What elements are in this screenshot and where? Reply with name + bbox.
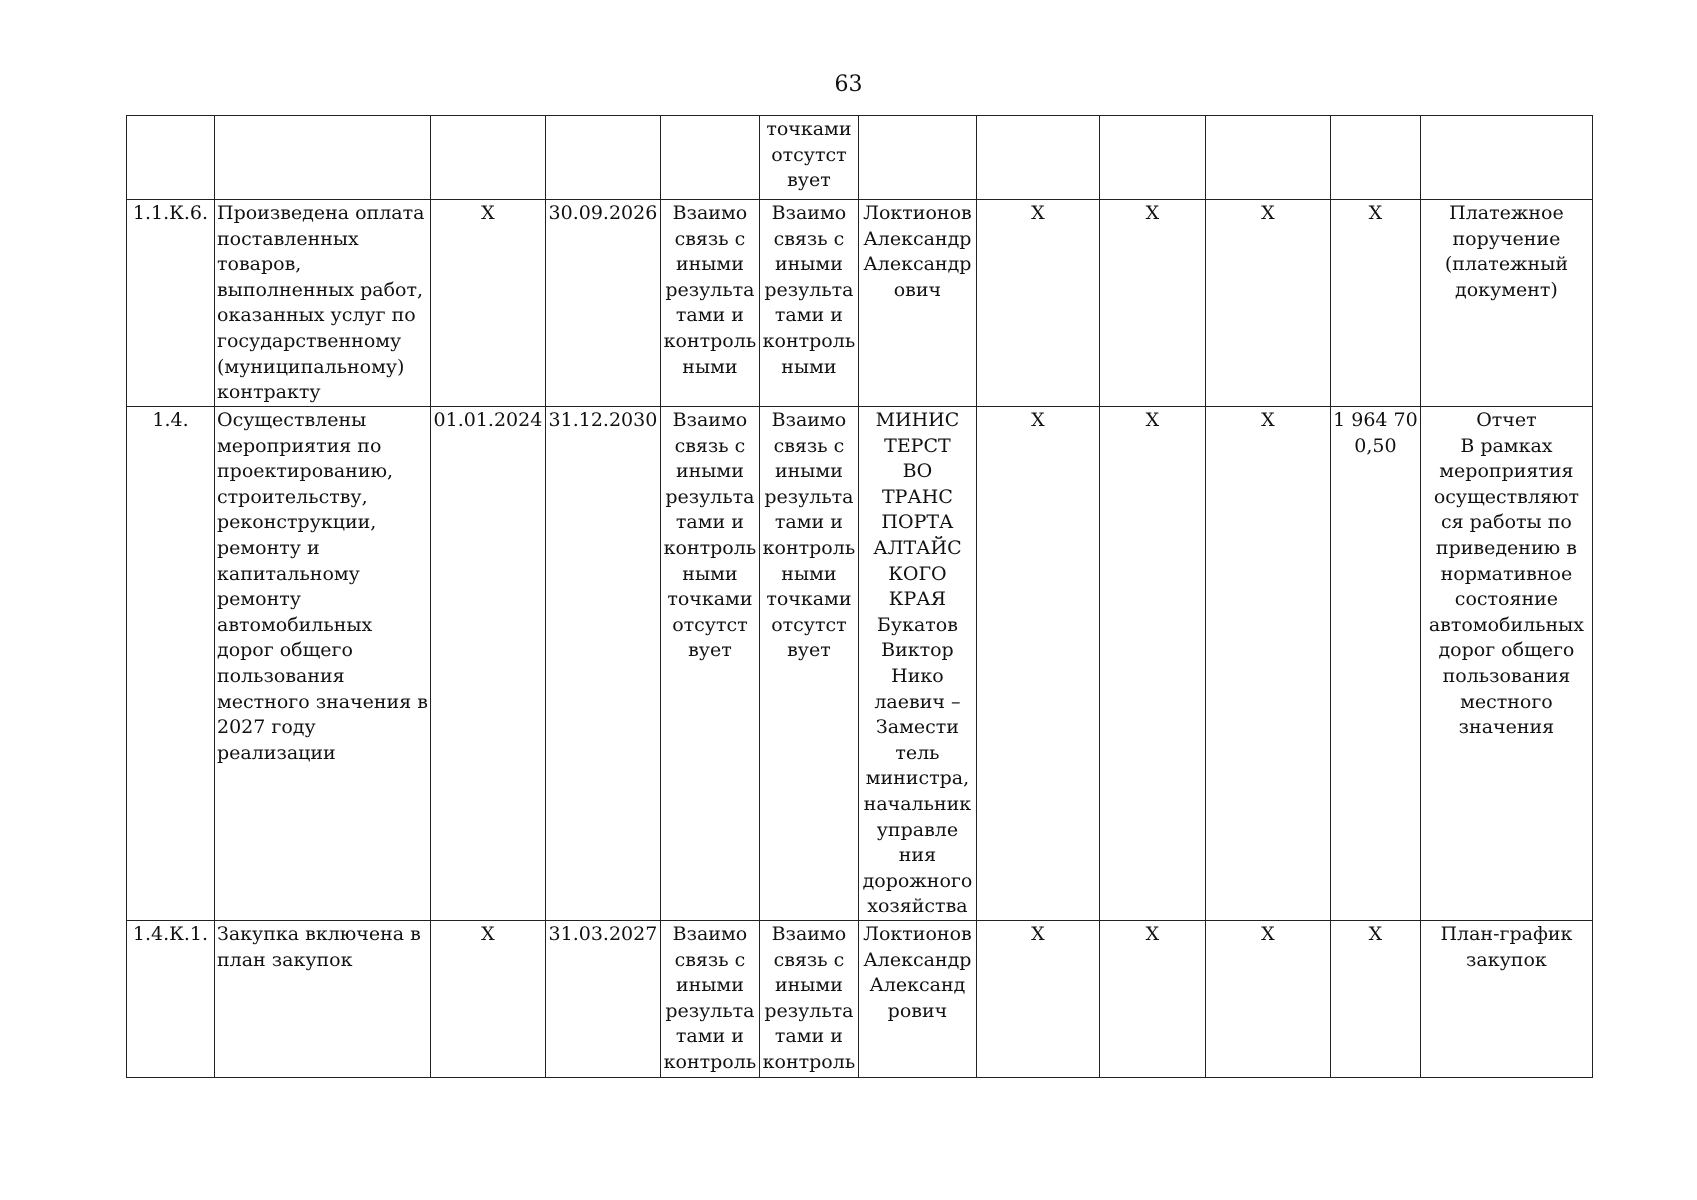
cell-text: 1 964 70 0,50 bbox=[1333, 409, 1418, 457]
cell-start-date bbox=[430, 116, 545, 200]
cell-line: автомобильных bbox=[1428, 613, 1585, 636]
cell-line: связь с bbox=[773, 948, 845, 971]
cell-line: лаевич – bbox=[874, 690, 961, 713]
cell-line: контроль bbox=[663, 536, 757, 559]
cell-line: Взаимо bbox=[771, 923, 847, 945]
cell-line: результа bbox=[764, 485, 854, 508]
cell-text: Х bbox=[1145, 409, 1160, 431]
cell-line: Букатов bbox=[876, 613, 958, 636]
cell-text: Х bbox=[1261, 202, 1275, 224]
cell-line: тель bbox=[895, 741, 940, 764]
cell-col-10 bbox=[1205, 407, 1330, 921]
cell-line: тами и bbox=[774, 511, 843, 534]
cell-link-1 bbox=[660, 200, 759, 407]
cell-line: связь с bbox=[674, 227, 746, 250]
cell-document bbox=[1420, 200, 1592, 407]
cell-start-date bbox=[430, 921, 545, 1078]
cell-line: МИНИС bbox=[875, 409, 960, 431]
cell-line: Локтионов bbox=[863, 202, 972, 224]
cell-name bbox=[215, 200, 431, 407]
cell-line: ремонту bbox=[217, 588, 301, 611]
cell-line: ПОРТА bbox=[881, 511, 954, 534]
cell-line: строительству, bbox=[217, 485, 368, 508]
cell-col-8 bbox=[976, 200, 1099, 407]
cell-line: вует bbox=[688, 639, 732, 662]
cell-text: Х bbox=[1261, 923, 1275, 945]
cell-line: связь с bbox=[773, 227, 845, 250]
cell-line: Осуществлены bbox=[217, 409, 367, 431]
table-row bbox=[127, 921, 1593, 1078]
cell-line: тами и bbox=[774, 304, 843, 327]
cell-line: контроль bbox=[663, 1050, 757, 1073]
cell-text: Х bbox=[1145, 923, 1160, 945]
cell-line: пользования bbox=[217, 664, 345, 687]
cell-text: Х bbox=[1031, 923, 1045, 945]
cell-line: мероприятия по bbox=[217, 434, 382, 457]
cell-end-date bbox=[545, 200, 660, 407]
cell-col-11 bbox=[1330, 200, 1420, 407]
cell-line: иными bbox=[774, 974, 843, 997]
cell-line: реализации bbox=[217, 741, 336, 764]
cell-line: отсутст bbox=[672, 613, 748, 636]
cell-link-2 bbox=[759, 921, 858, 1078]
cell-responsible bbox=[858, 407, 976, 921]
cell-line: тами и bbox=[774, 1025, 843, 1048]
cell-col-8 bbox=[976, 921, 1099, 1078]
cell-line: товаров, bbox=[217, 253, 302, 276]
cell-line: отсутст bbox=[771, 143, 847, 166]
cell-line: ВО bbox=[902, 460, 933, 483]
cell-line: КОГО bbox=[888, 562, 947, 585]
cell-text: 31.03.2027 bbox=[548, 923, 658, 945]
table-row bbox=[127, 407, 1593, 921]
cell-line: значения bbox=[1458, 716, 1555, 739]
cell-line: контроль bbox=[762, 536, 856, 559]
cell-line: ович bbox=[893, 278, 942, 301]
cell-line: ными bbox=[682, 355, 738, 378]
cell-line: Закупка включена в bbox=[217, 923, 421, 945]
cell-line: Взаимо bbox=[672, 923, 748, 945]
cell-responsible bbox=[858, 921, 976, 1078]
cell-line: нормативное bbox=[1440, 562, 1573, 585]
cell-line: дорог общего bbox=[217, 639, 353, 662]
cell-line: иными bbox=[675, 253, 744, 276]
cell-line: тами и bbox=[675, 1025, 744, 1048]
cell-line: контроль bbox=[762, 329, 856, 352]
cell-line: отсутст bbox=[771, 613, 847, 636]
cell-line: связь с bbox=[773, 434, 845, 457]
cell-name bbox=[215, 921, 431, 1078]
cell-text: 1.4.К.1. bbox=[132, 923, 209, 945]
cell-line: местного значения в bbox=[217, 690, 428, 713]
cell-line: ся работы по bbox=[1441, 511, 1572, 534]
cell-line: приведению в bbox=[1435, 536, 1577, 559]
cell-line: План-график bbox=[1440, 923, 1573, 945]
cell-line: реконструкции, bbox=[217, 511, 377, 534]
cell-line: осуществляют bbox=[1433, 485, 1579, 508]
cell-end-date bbox=[545, 407, 660, 921]
page-number: 63 bbox=[834, 72, 863, 97]
cell-line: Взаимо bbox=[672, 409, 748, 431]
cell-col-9 bbox=[1099, 116, 1205, 200]
cell-col-11 bbox=[1330, 116, 1420, 200]
cell-line: состояние bbox=[1454, 588, 1559, 611]
cell-line: Александр bbox=[863, 253, 972, 276]
cell-line: тами и bbox=[675, 304, 744, 327]
cell-line: КРАЯ bbox=[888, 588, 947, 611]
cell-line: ными bbox=[682, 562, 738, 585]
cell-line: ными bbox=[781, 355, 837, 378]
cell-line: точками bbox=[766, 588, 852, 611]
cell-link-2 bbox=[759, 116, 858, 200]
cell-text: Х bbox=[1261, 409, 1275, 431]
cell-text: Х bbox=[481, 923, 495, 945]
cell-line: государственному bbox=[217, 329, 402, 352]
cell-responsible bbox=[858, 116, 976, 200]
cell-line: контроль bbox=[663, 329, 757, 352]
cell-line: результа bbox=[665, 999, 755, 1022]
cell-line: местного bbox=[1460, 690, 1553, 713]
cell-line: В рамках bbox=[1460, 434, 1553, 457]
cell-text: 30.09.2026 bbox=[548, 202, 658, 224]
cell-code bbox=[127, 116, 215, 200]
cell-line: мероприятия bbox=[1439, 460, 1574, 483]
cell-col-10 bbox=[1205, 200, 1330, 407]
cell-col-9 bbox=[1099, 921, 1205, 1078]
cell-link-1 bbox=[660, 407, 759, 921]
cell-code bbox=[127, 407, 215, 921]
cell-line: ными bbox=[781, 562, 837, 585]
cell-text: 1.1.К.6. bbox=[132, 202, 209, 224]
cell-text: Х bbox=[1368, 202, 1383, 224]
cell-line: (платежный bbox=[1444, 253, 1568, 276]
cell-col-9 bbox=[1099, 200, 1205, 407]
cell-line: Александ bbox=[869, 974, 966, 997]
cell-line: поручение bbox=[1452, 227, 1561, 250]
cell-line: рович bbox=[887, 999, 948, 1022]
cell-end-date bbox=[545, 921, 660, 1078]
cell-line: результа bbox=[764, 999, 854, 1022]
cell-line: пользования bbox=[1442, 664, 1571, 687]
cell-line: Локтионов bbox=[863, 923, 972, 945]
cell-document bbox=[1420, 921, 1592, 1078]
cell-line: Взаимо bbox=[771, 409, 847, 431]
cell-line: начальник bbox=[863, 792, 972, 815]
cell-link-1 bbox=[660, 921, 759, 1078]
cell-line: план закупок bbox=[217, 948, 353, 971]
cell-line: капитальному bbox=[217, 562, 360, 585]
cell-line: связь с bbox=[674, 434, 746, 457]
cell-col-8 bbox=[976, 116, 1099, 200]
cell-line: точками bbox=[766, 118, 852, 140]
cell-line: АЛТАЙС bbox=[873, 536, 962, 559]
cell-line: Платежное bbox=[1449, 202, 1564, 224]
cell-text: Х bbox=[1031, 202, 1045, 224]
cell-line: иными bbox=[774, 253, 843, 276]
cell-line: поставленных bbox=[217, 227, 359, 250]
cell-text: 31.12.2030 bbox=[548, 409, 658, 431]
cell-line: результа bbox=[764, 278, 854, 301]
cell-line: министра, bbox=[865, 767, 970, 790]
cell-line: контракту bbox=[217, 381, 321, 404]
cell-line: дорог общего bbox=[1438, 639, 1575, 662]
cell-link-2 bbox=[759, 407, 858, 921]
table-body bbox=[127, 116, 1593, 1078]
cell-line: закупок bbox=[1466, 948, 1547, 971]
cell-start-date bbox=[430, 200, 545, 407]
cell-col-10 bbox=[1205, 921, 1330, 1078]
cell-name bbox=[215, 407, 431, 921]
cell-line: вует bbox=[787, 169, 831, 192]
plan-table bbox=[126, 115, 1593, 1078]
cell-line: Александр bbox=[863, 227, 972, 250]
cell-line: Нико bbox=[891, 664, 944, 687]
cell-line: управле bbox=[876, 818, 959, 841]
cell-line: проектированию, bbox=[217, 460, 394, 483]
cell-line: (муниципальному) bbox=[217, 355, 405, 378]
cell-col-10 bbox=[1205, 116, 1330, 200]
cell-line: автомобильных bbox=[217, 613, 373, 636]
cell-col-11 bbox=[1330, 921, 1420, 1078]
cell-start-date bbox=[430, 407, 545, 921]
cell-line: Замести bbox=[875, 716, 959, 739]
cell-line: Отчет bbox=[1476, 409, 1537, 431]
cell-line: точками bbox=[667, 588, 753, 611]
cell-line: результа bbox=[665, 485, 755, 508]
cell-line: ТЕРСТ bbox=[884, 434, 951, 457]
cell-text: 1.4. bbox=[152, 409, 189, 431]
cell-text: Х bbox=[1368, 923, 1383, 945]
cell-document bbox=[1420, 116, 1592, 200]
cell-end-date bbox=[545, 116, 660, 200]
cell-line: Виктор bbox=[881, 639, 954, 662]
cell-document bbox=[1420, 407, 1592, 921]
cell-line: Взаимо bbox=[771, 202, 847, 224]
cell-line: документ) bbox=[1455, 278, 1558, 301]
cell-line: выполненных работ, bbox=[217, 278, 424, 301]
cell-line: контроль bbox=[762, 1050, 856, 1073]
cell-line: результа bbox=[665, 278, 755, 301]
cell-line: ния bbox=[898, 844, 937, 867]
cell-text: Х bbox=[481, 202, 495, 224]
cell-line: ТРАНС bbox=[881, 485, 953, 508]
cell-line: иными bbox=[675, 460, 744, 483]
cell-line: ремонту и bbox=[217, 536, 320, 559]
cell-col-9 bbox=[1099, 407, 1205, 921]
cell-responsible bbox=[858, 200, 976, 407]
cell-line: дорожного bbox=[862, 869, 973, 892]
cell-line: вует bbox=[787, 639, 831, 662]
cell-line: Взаимо bbox=[672, 202, 748, 224]
cell-line: хозяйства bbox=[867, 895, 968, 918]
cell-line: связь с bbox=[674, 948, 746, 971]
cell-link-1 bbox=[660, 116, 759, 200]
cell-text: Х bbox=[1145, 202, 1160, 224]
cell-code bbox=[127, 921, 215, 1078]
cell-text: 01.01.2024 bbox=[433, 409, 543, 431]
cell-line: иными bbox=[774, 460, 843, 483]
cell-line: иными bbox=[675, 974, 744, 997]
cell-link-2 bbox=[759, 200, 858, 407]
cell-line: Произведена оплата bbox=[217, 202, 425, 224]
cell-col-11 bbox=[1330, 407, 1420, 921]
cell-line: Александр bbox=[863, 948, 972, 971]
table-row bbox=[127, 200, 1593, 407]
cell-line: оказанных услуг по bbox=[217, 304, 416, 327]
cell-line: 2027 году bbox=[217, 716, 316, 739]
cell-name bbox=[215, 116, 431, 200]
cell-col-8 bbox=[976, 407, 1099, 921]
cell-line: тами и bbox=[675, 511, 744, 534]
cell-code bbox=[127, 200, 215, 407]
cell-text: Х bbox=[1031, 409, 1045, 431]
table-row bbox=[127, 116, 1593, 200]
